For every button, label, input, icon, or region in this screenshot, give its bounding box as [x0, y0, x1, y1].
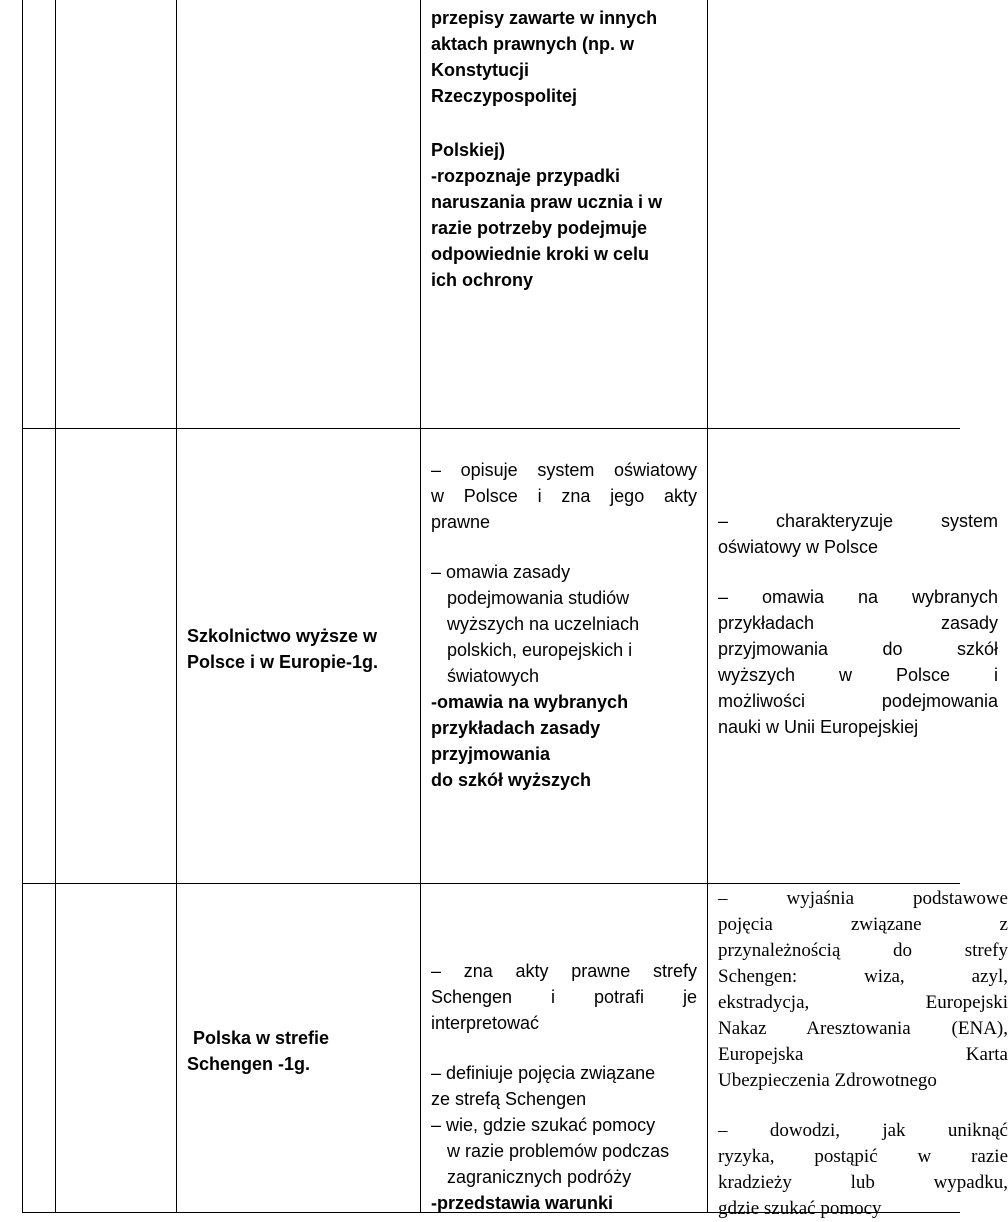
text-line: przyjmowania do szkół	[718, 639, 998, 659]
row3-topic-line: Polska w strefie	[193, 1028, 330, 1048]
row3-basic-requirements-cell	[431, 958, 697, 1216]
row3-basic-item-2	[431, 1060, 697, 1112]
row2-extended-requirements-cell	[718, 508, 998, 740]
text-line: pojęcia związane z	[718, 914, 1008, 935]
row1-line: ich ochrony	[431, 270, 534, 290]
row3-basic-item-3	[431, 1112, 697, 1190]
text-line: ekstradycja, Europejski	[718, 992, 1008, 1013]
text-line: kradzieży lub wypadku,	[718, 1172, 1008, 1193]
text-line: możliwości podejmowania	[718, 691, 998, 711]
table-border-col3	[420, 0, 421, 1213]
text-line: interpretować	[431, 1013, 540, 1033]
row1-requirements-cell-continued	[431, 137, 701, 293]
row1-line: naruszania praw ucznia i w	[431, 192, 663, 212]
row2-basic-item-3	[431, 689, 697, 793]
row3-extended-requirements-cell	[718, 886, 1008, 1222]
text-line: w Polsce i zna jego akty	[431, 486, 697, 506]
row1-line: odpowiednie kroki w celu	[431, 244, 650, 264]
text-line: – wie, gdzie szukać pomocy	[431, 1115, 656, 1135]
text-line: nauki w Unii Europejskiej	[718, 717, 919, 737]
text-line: Schengen: wiza, azyl,	[718, 966, 1008, 987]
text-line: gdzie szukać pomocy	[718, 1198, 882, 1219]
text-line: – omawia zasady	[431, 562, 571, 582]
text-line: – dowodzi, jak uniknąć	[718, 1120, 1008, 1141]
text-line: wyższych na uczelniach	[447, 614, 640, 634]
row3-topic-line: Schengen -1g.	[187, 1054, 311, 1074]
text-line: przykładach zasady	[431, 718, 601, 738]
text-line: Ubezpieczenia Zdrowotnego	[718, 1070, 937, 1091]
text-line: – omawia na wybranych	[718, 587, 998, 607]
row2-extended-item-2	[718, 584, 998, 740]
row1-line: Polskiej)	[431, 140, 506, 160]
row2-extended-item-1	[718, 508, 998, 560]
text-line: – opisuje system oświatowy	[431, 460, 697, 480]
row1-requirements-cell	[431, 5, 701, 109]
row3-basic-item-4	[431, 1190, 697, 1216]
text-line: – charakteryzuje system	[718, 511, 998, 531]
text-line: do szkół wyższych	[431, 770, 592, 790]
text-line: -omawia na wybranych	[431, 692, 629, 712]
row2-topic-cell	[187, 623, 417, 675]
text-line: – wyjaśnia podstawowe	[718, 888, 1008, 909]
row1-line: -rozpoznaje przypadki	[431, 166, 621, 186]
text-line: przykładach zasady	[718, 613, 998, 633]
row3-extended-item-1	[718, 886, 1008, 1094]
row1-line: Rzeczypospolitej	[431, 86, 578, 106]
table-border-left	[22, 0, 23, 1213]
table-border-col4	[707, 0, 708, 1213]
text-line: przyjmowania	[431, 744, 551, 764]
text-line: Nakaz Aresztowania (ENA),	[718, 1018, 1008, 1039]
row2-basic-item-2	[431, 559, 697, 689]
text-line: polskich, europejskich i	[447, 640, 633, 660]
row2-basic-requirements-cell	[431, 457, 697, 793]
row2-topic-line: Szkolnictwo wyższe w	[187, 626, 378, 646]
text-line: oświatowy w Polsce	[718, 537, 879, 557]
row3-basic-item-1	[431, 958, 697, 1036]
text-line: przynależnością do strefy	[718, 940, 1008, 961]
row2-topic-line: Polsce i w Europie-1g.	[187, 652, 379, 672]
row1-line: Konstytucji	[431, 60, 530, 80]
text-line: – definiuje pojęcia związane	[431, 1063, 656, 1083]
table-border-col1	[55, 0, 56, 1213]
text-line: ze strefą Schengen	[431, 1089, 587, 1109]
text-line: Europejska Karta	[718, 1044, 1008, 1065]
table-border-row2	[22, 883, 960, 884]
text-line: wyższych w Polsce i	[718, 665, 998, 685]
text-line: prawne	[431, 512, 491, 532]
text-line: – zna akty prawne strefy	[431, 961, 697, 981]
text-line: w razie problemów podczas	[447, 1141, 670, 1161]
text-line: Schengen i potrafi je	[431, 987, 697, 1007]
text-line: podejmowania studiów	[447, 588, 630, 608]
text-line: ryzyka, postąpić w razie	[718, 1146, 1008, 1167]
row3-topic-cell	[187, 1025, 417, 1077]
text-line: zagranicznych podróży	[447, 1167, 632, 1187]
text-line: -przedstawia warunki	[431, 1193, 614, 1213]
row3-extended-item-2	[718, 1118, 1008, 1222]
text-line: światowych	[447, 666, 540, 686]
row1-line: razie potrzeby podejmuje	[431, 218, 648, 238]
row1-line: przepisy zawarte w innych	[431, 8, 658, 28]
table-border-row1	[22, 428, 960, 429]
row1-line: aktach prawnych (np. w	[431, 34, 635, 54]
table-border-col2	[176, 0, 177, 1213]
row2-basic-item-1	[431, 457, 697, 535]
